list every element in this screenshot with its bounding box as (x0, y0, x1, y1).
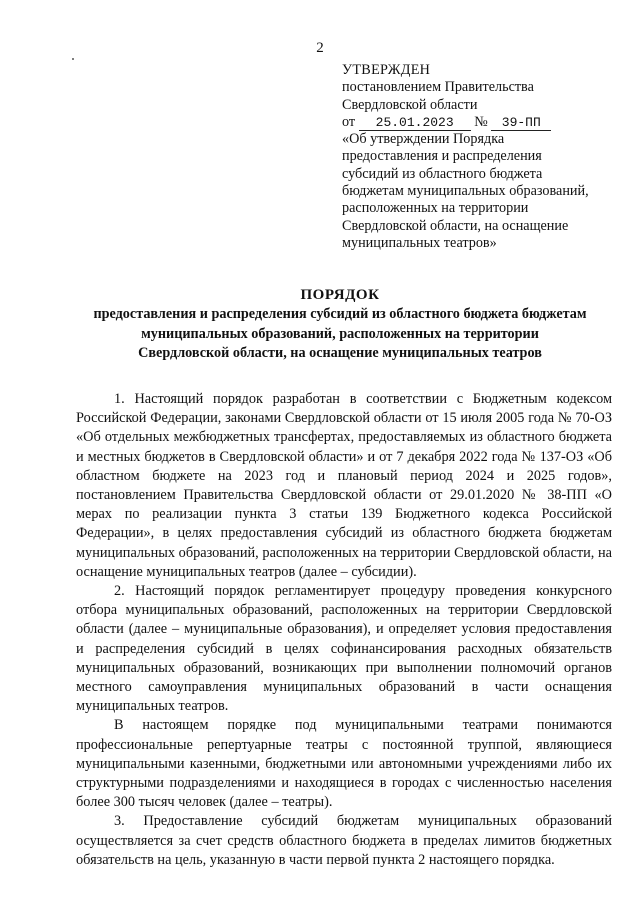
reference-line: Свердловской области, на оснащение (342, 217, 569, 234)
scan-speck (72, 58, 74, 60)
document-body (76, 390, 612, 870)
reference-line: предоставления и распределения (342, 148, 542, 165)
paragraph: 3. Предоставление субсидий бюджетам муниципальных образований осуществляется за счет средств областного бюджета в пределах лимитов бюджетных обязательств на цель, указанную в части первой пункта 2 настоящего порядка. (76, 813, 612, 868)
approval-stamp (342, 62, 622, 252)
page-number: 2 (316, 40, 324, 56)
reference-line: расположенных на территории (342, 200, 529, 217)
reference-line: субсидий из областного бюджета (342, 165, 543, 182)
date-number-line (342, 114, 622, 131)
approved-region-line: Свердловской области (342, 96, 478, 113)
subtitle-line: предоставления и распределения субсидий из областного бюджета бюджетам (93, 306, 587, 322)
subtitle-line: муниципальных образований, расположенных на территории (141, 325, 539, 342)
reference-line: «Об утверждении Порядка (342, 131, 505, 148)
reference-line: муниципальных театров» (342, 234, 497, 251)
number-label: № (474, 113, 488, 130)
from-label: от (342, 113, 356, 130)
document-title: ПОРЯДОК (300, 287, 380, 303)
reference-line: бюджетам муниципальных образований, (342, 183, 589, 200)
paragraph: 2. Настоящий порядок регламентирует процедуру проведения конкурсного отбора муниципальных образований, расположенных на территории Свердловской области (далее – муниципальные образования), и определяет условия предоставления и распределения субсидий в целях софинансирования расходных обязательств муниципальных образований, возникающих при выполнении полномочий органов местного самоуправления муниципальных образований в части оснащения муниципальных театров. (76, 583, 612, 715)
approval-number: 39-ПП (491, 116, 551, 131)
paragraph: 1. Настоящий порядок разработан в соответствии с Бюджетным кодексом Российской Федерации, законами Свердловской области от 15 июля 2005 года № 70-ОЗ «Об отдельных межбюджетных трансфертах, предоставляемых из областного бюджета и местных бюджетов в Свердловской области» и от 7 декабря 2022 года № 137-ОЗ «Об областном бюджете на 2023 год и плановый период 2024 и 2025 годов», постановлением Правительства Свердловской области от 29.01.2020 № 38-ПП «О мерах по реализации пункта 3 статьи 139 Бюджетного кодекса Российской Федерации», в целях предоставления субсидий из областного бюджета бюджетам муниципальных образований, расположенных на территории Свердловской области, на оснащение муниципальных театров (далее – субсидии). (76, 391, 612, 580)
approval-date: 25.01.2023 (359, 116, 471, 131)
paragraph: В настоящем порядке под муниципальными театрами понимаются профессиональные репертуарные театры с постоянной труппой, являющиеся муниципальными казенными, бюджетными или автономными учреждениями либо их структурными подразделениями и находящиеся в городах с численностью населения более 300 тысяч человек (далее – театры). (76, 717, 612, 811)
approved-by-line: постановлением Правительства (342, 79, 534, 96)
document-title-block (60, 286, 620, 364)
approved-heading: УТВЕРЖДЕН (342, 62, 431, 78)
subtitle-line: Свердловской области, на оснащение муниципальных театров (138, 345, 542, 361)
